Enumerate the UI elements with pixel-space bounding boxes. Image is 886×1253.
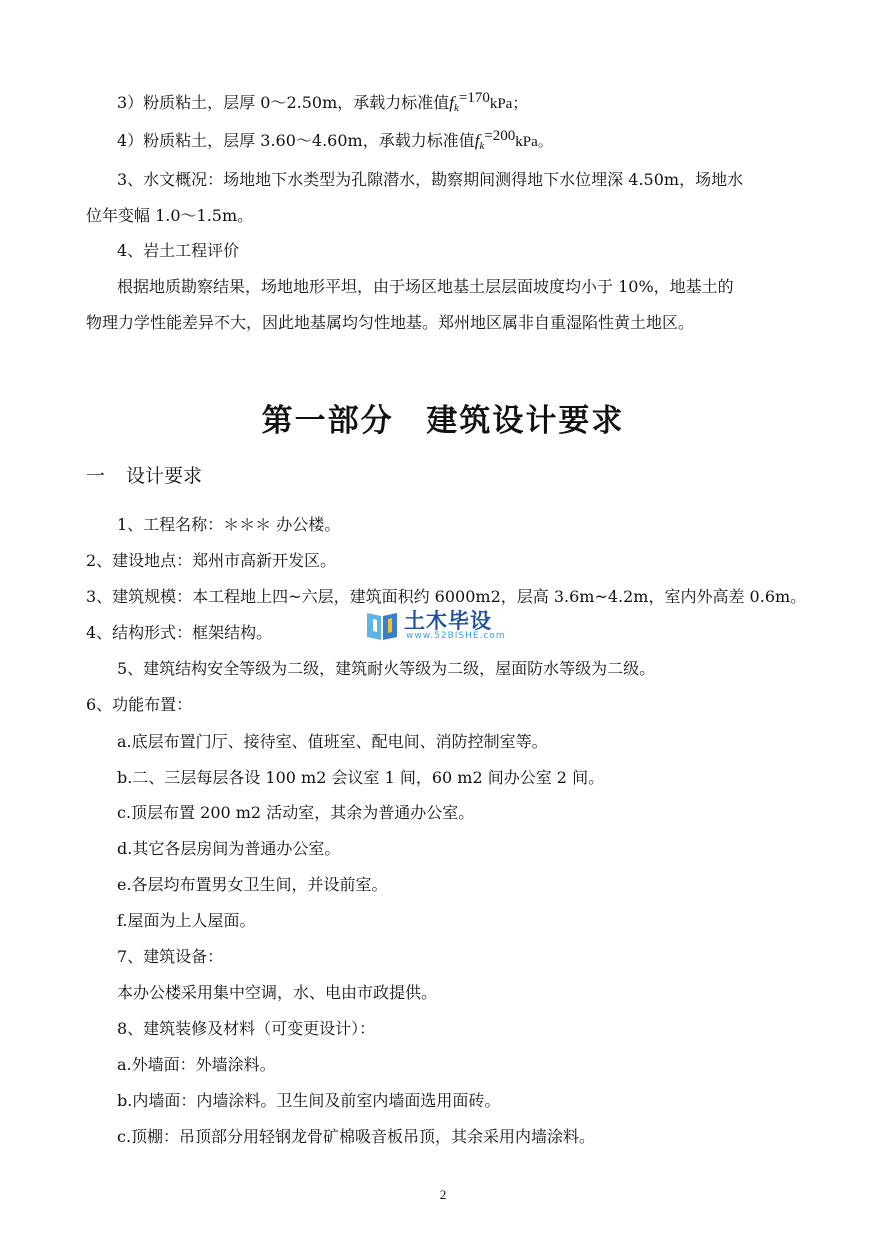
hydro-line-2: 位年变幅 1.0～1.5m。 [86, 206, 254, 225]
section-heading [86, 461, 202, 488]
fk-equation: =200 [484, 128, 516, 144]
fk-symbol: $f_k$ [474, 131, 485, 152]
soil-layer-3: 3）粉质粘土，层厚 0～2.50m，承载力标准值$f_k=170kPa$； [117, 90, 528, 114]
geo-eval-heading: 4、岩土工程评价 [117, 241, 240, 260]
item-function-d: d.其它各层房间为普通办公室。 [117, 839, 341, 858]
watermark-url: www.52BISHE.com [406, 631, 506, 641]
geo-eval-line-2: 物理力学性能差异不大，因此地基属均匀性地基。郑州地区属非自重湿陷性黄土地区。 [86, 313, 695, 332]
item-location: 2、建设地点：郑州市高新开发区。 [86, 551, 337, 570]
book-logo-icon [364, 607, 400, 643]
item-finishes-b: b.内墙面：内墙涂料。卫生间及前室内墙面选用面砖。 [117, 1091, 501, 1110]
item-scale: 3、建筑规模：本工程地上四~六层，建筑面积约 6000m2，层高 3.6m~4.2m，室内外高差 0.6m。 [86, 587, 807, 606]
item-function-f: f.屋面为上人屋面。 [117, 911, 256, 930]
item-grades: 5、建筑结构安全等级为二级，建筑耐火等级为二级，屋面防水等级为二级。 [117, 659, 656, 678]
fk-symbol: $f_k$ [449, 93, 459, 114]
item-structure: 4、结构形式：框架结构。 [86, 623, 273, 642]
soil-layer-4: 4）粉质粘土，层厚 3.60～4.60m，承载力标准值$f_k=200kPa$。 [117, 128, 553, 152]
item-function-b: b.二、三层每层各设 100 m2 会议室 1 间，60 m2 间办公室 2 间。 [117, 768, 605, 787]
section-title: 设计要求 [126, 465, 203, 487]
item-equipment-text: 本办公楼采用集中空调，水、电由市政提供。 [117, 983, 438, 1002]
item-finishes: 8、建筑装修及材料（可变更设计）： [117, 1019, 376, 1038]
item-function-a: a.底层布置门厅、接待室、值班室、配电间、消防控制室等。 [117, 732, 548, 751]
item-function-c: c.顶层布置 200 m2 活动室，其余为普通办公室。 [117, 803, 475, 822]
geo-eval-line-1: 根据地质勘察结果，场地地形平坦，由于场区地基土层层面坡度均小于 10%，地基土的 [117, 277, 734, 296]
part-title: 第一部分 建筑设计要求 [261, 403, 625, 439]
fk-equation: =170 [458, 90, 490, 106]
item-project-name: 1、工程名称：＊＊＊ 办公楼。 [117, 515, 341, 534]
page-number: 2 [439, 1187, 447, 1202]
item-finishes-c: c.顶棚：吊顶部分用轻钢龙骨矿棉吸音板吊顶，其余采用内墙涂料。 [117, 1127, 596, 1146]
item-function-e: e.各层均布置男女卫生间，并设前室。 [117, 875, 388, 894]
watermark-logo [364, 605, 534, 645]
item-function-layout: 6、功能布置： [86, 695, 193, 714]
watermark-name: 土木毕设 [404, 609, 492, 633]
item-equipment: 7、建筑设备： [117, 947, 224, 966]
item-finishes-a: a.外墙面：外墙涂料。 [117, 1055, 276, 1074]
hydro-line-1: 3、水文概况：场地地下水类型为孔隙潜水，勘察期间测得地下水位埋深 4.50m，场地水 [117, 170, 744, 189]
section-number: 一 [86, 465, 106, 487]
